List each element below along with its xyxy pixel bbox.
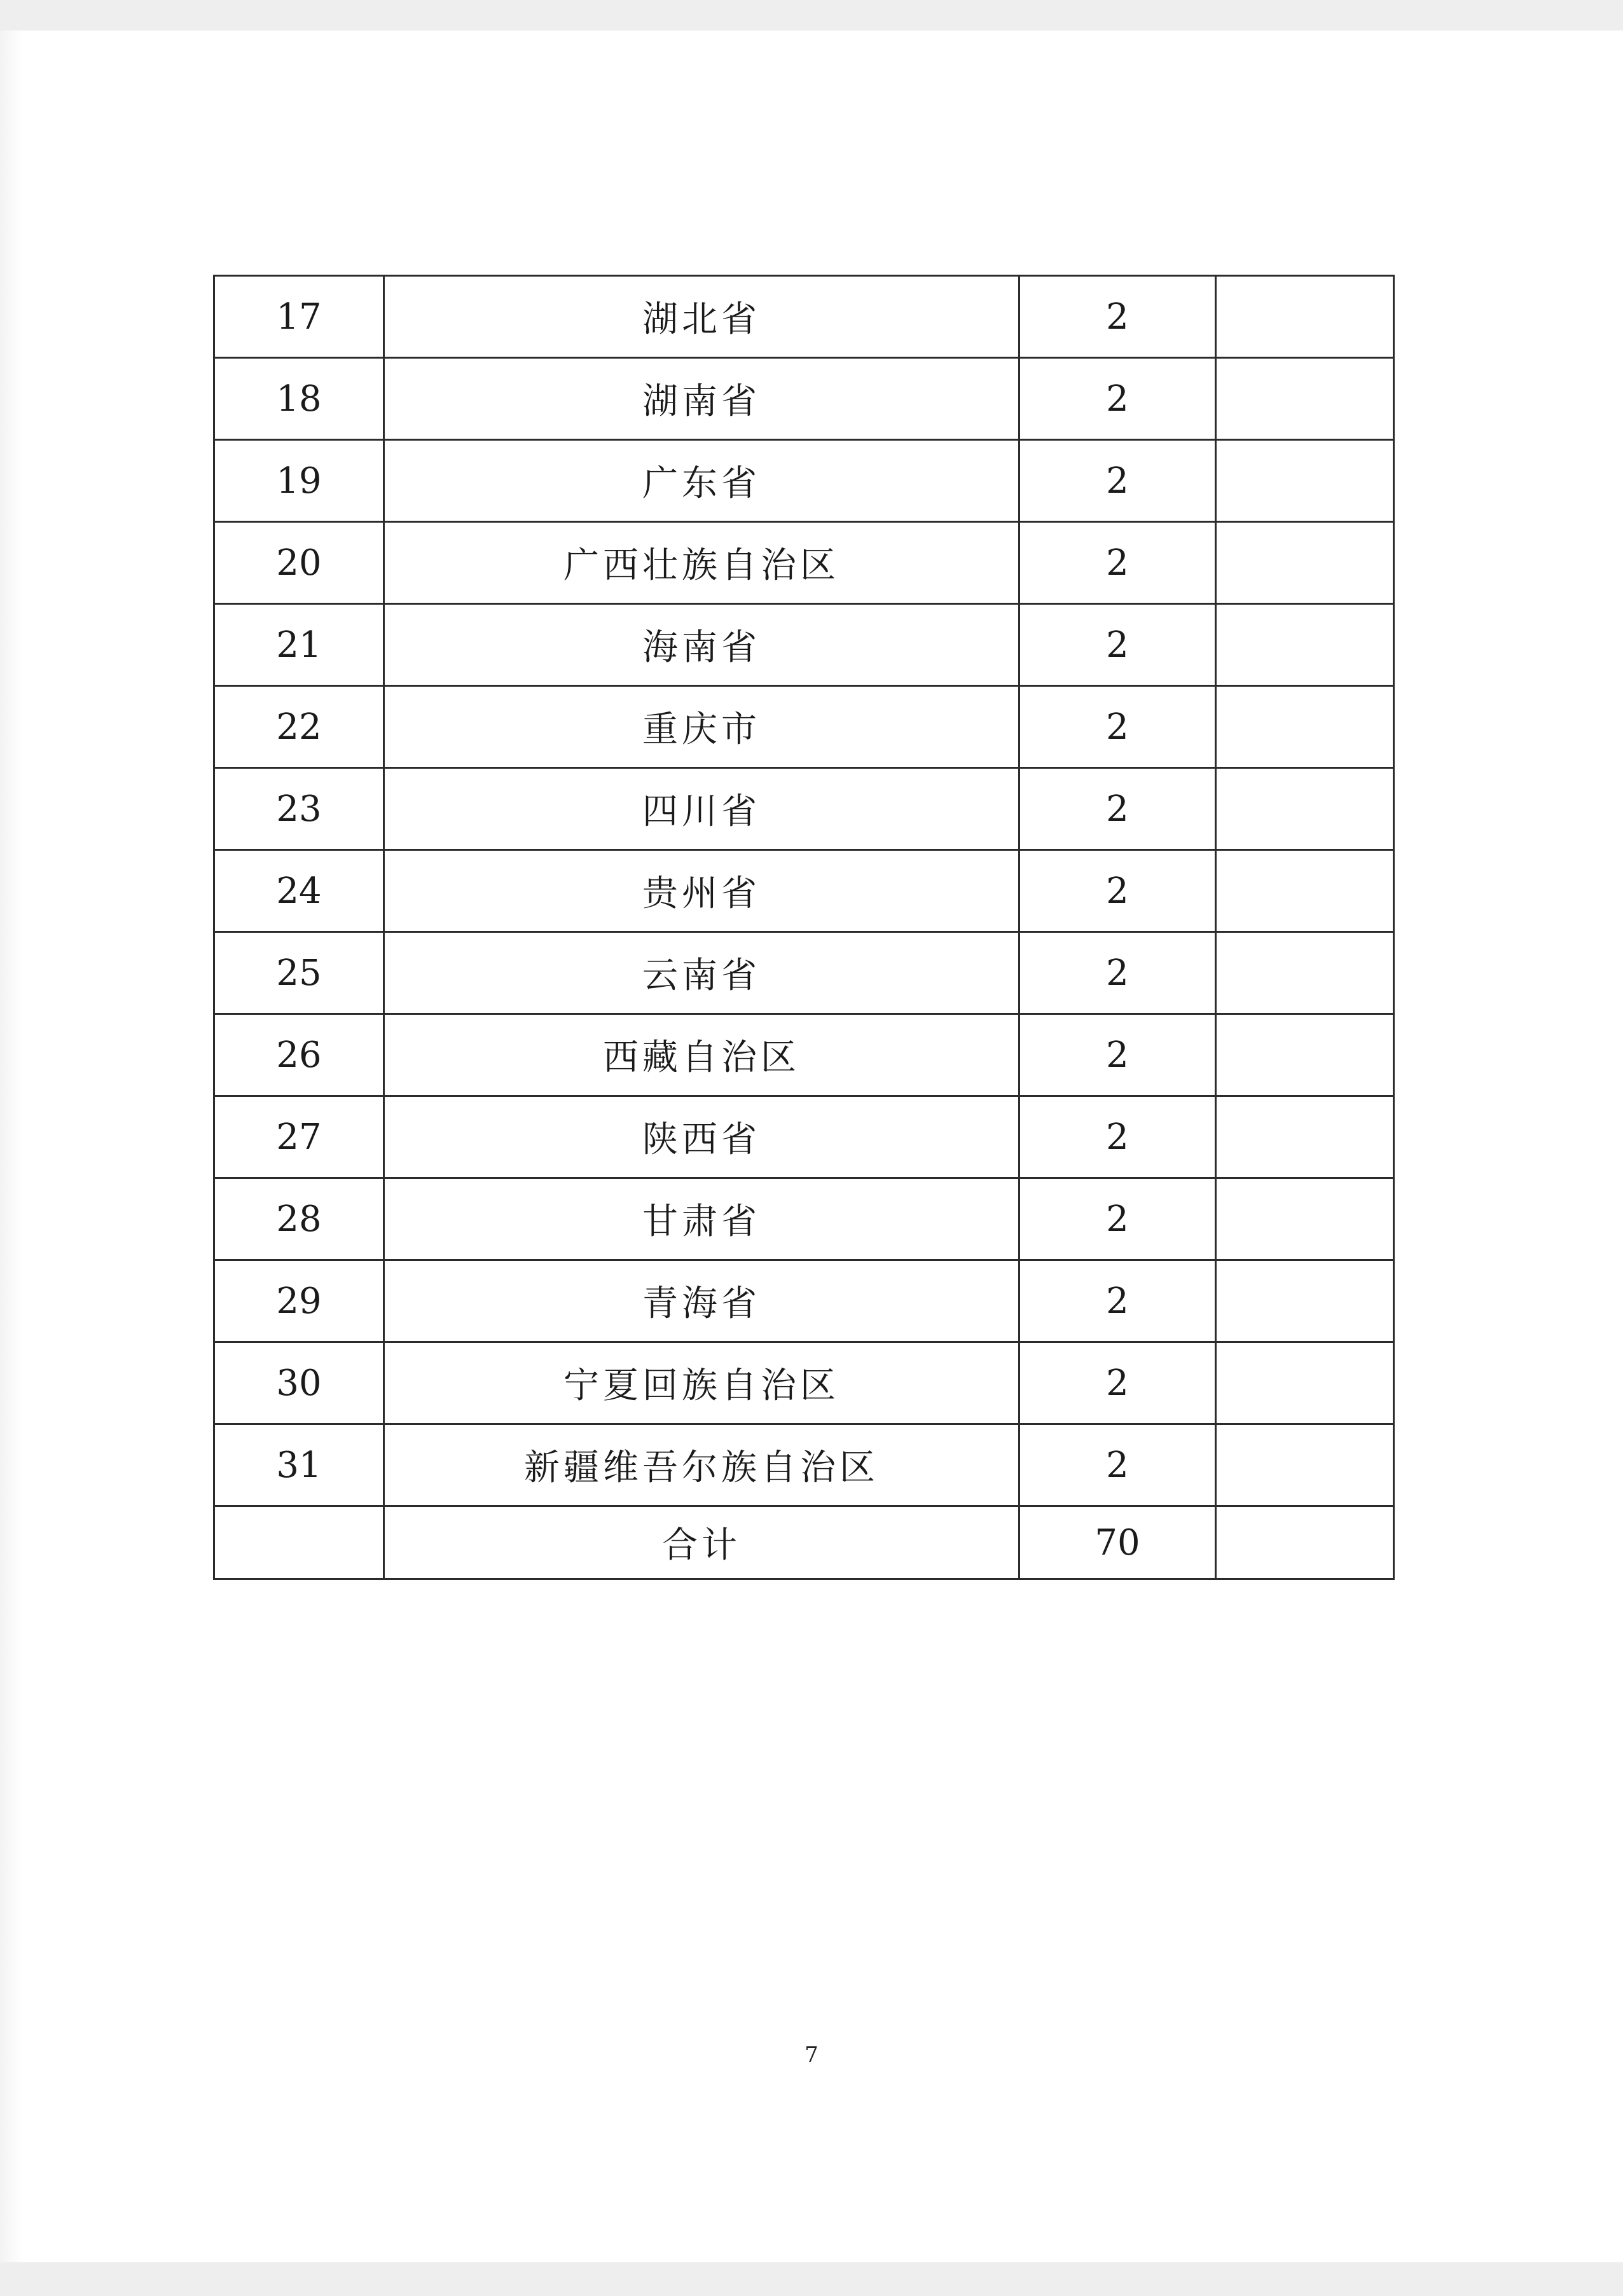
note-cell <box>1216 276 1394 358</box>
scan-edge <box>0 31 23 2262</box>
total-row <box>214 1506 1394 1579</box>
total-count-cell: 70 <box>1019 1506 1216 1579</box>
note-cell <box>1216 1260 1394 1342</box>
table-row <box>214 1096 1394 1178</box>
row-number-cell: 26 <box>214 1014 384 1096</box>
count-cell: 2 <box>1019 1424 1216 1506</box>
count-cell: 2 <box>1019 850 1216 932</box>
table-row <box>214 768 1394 850</box>
region-name-cell: 宁夏回族自治区 <box>384 1342 1019 1424</box>
count-cell: 2 <box>1019 522 1216 604</box>
table-row <box>214 358 1394 440</box>
note-cell <box>1216 440 1394 522</box>
table-row <box>214 1014 1394 1096</box>
count-cell: 2 <box>1019 440 1216 522</box>
note-cell <box>1216 522 1394 604</box>
table-body <box>214 276 1394 1579</box>
row-number-cell: 19 <box>214 440 384 522</box>
count-cell: 2 <box>1019 1014 1216 1096</box>
table-row <box>214 1260 1394 1342</box>
note-cell <box>1216 850 1394 932</box>
region-name-cell: 湖南省 <box>384 358 1019 440</box>
total-note-cell <box>1216 1506 1394 1579</box>
row-number-cell: 23 <box>214 768 384 850</box>
count-cell: 2 <box>1019 1096 1216 1178</box>
table-row <box>214 932 1394 1014</box>
table-row <box>214 686 1394 768</box>
note-cell <box>1216 1342 1394 1424</box>
count-cell: 2 <box>1019 604 1216 686</box>
region-quota-table <box>213 275 1395 1580</box>
note-cell <box>1216 1014 1394 1096</box>
note-cell <box>1216 1096 1394 1178</box>
count-cell: 2 <box>1019 932 1216 1014</box>
row-number-cell: 21 <box>214 604 384 686</box>
total-region-name-cell: 合计 <box>384 1506 1019 1579</box>
region-name-cell: 陕西省 <box>384 1096 1019 1178</box>
region-name-cell: 四川省 <box>384 768 1019 850</box>
region-name-cell: 海南省 <box>384 604 1019 686</box>
row-number-cell: 25 <box>214 932 384 1014</box>
note-cell <box>1216 686 1394 768</box>
table-row <box>214 1342 1394 1424</box>
region-name-cell: 贵州省 <box>384 850 1019 932</box>
row-number-cell: 24 <box>214 850 384 932</box>
row-number-cell: 31 <box>214 1424 384 1506</box>
count-cell: 2 <box>1019 1260 1216 1342</box>
row-number-cell: 22 <box>214 686 384 768</box>
row-number-cell: 17 <box>214 276 384 358</box>
count-cell: 2 <box>1019 1178 1216 1260</box>
region-name-cell: 甘肃省 <box>384 1178 1019 1260</box>
table-row <box>214 522 1394 604</box>
count-cell: 2 <box>1019 276 1216 358</box>
total-row-number-cell <box>214 1506 384 1579</box>
region-name-cell: 广西壮族自治区 <box>384 522 1019 604</box>
note-cell <box>1216 1424 1394 1506</box>
page-number: 7 <box>805 2042 818 2068</box>
row-number-cell: 20 <box>214 522 384 604</box>
note-cell <box>1216 768 1394 850</box>
note-cell <box>1216 1178 1394 1260</box>
region-name-cell: 重庆市 <box>384 686 1019 768</box>
count-cell: 2 <box>1019 358 1216 440</box>
region-name-cell: 湖北省 <box>384 276 1019 358</box>
count-cell: 2 <box>1019 768 1216 850</box>
row-number-cell: 30 <box>214 1342 384 1424</box>
table-row <box>214 1178 1394 1260</box>
count-cell: 2 <box>1019 1342 1216 1424</box>
row-number-cell: 18 <box>214 358 384 440</box>
region-name-cell: 广东省 <box>384 440 1019 522</box>
region-name-cell: 西藏自治区 <box>384 1014 1019 1096</box>
note-cell <box>1216 932 1394 1014</box>
region-name-cell: 云南省 <box>384 932 1019 1014</box>
region-name-cell: 青海省 <box>384 1260 1019 1342</box>
row-number-cell: 29 <box>214 1260 384 1342</box>
table-row <box>214 1424 1394 1506</box>
table-row <box>214 850 1394 932</box>
table-row <box>214 604 1394 686</box>
table-row <box>214 276 1394 358</box>
note-cell <box>1216 604 1394 686</box>
row-number-cell: 28 <box>214 1178 384 1260</box>
note-cell <box>1216 358 1394 440</box>
row-number-cell: 27 <box>214 1096 384 1178</box>
table-row <box>214 440 1394 522</box>
count-cell: 2 <box>1019 686 1216 768</box>
region-name-cell: 新疆维吾尔族自治区 <box>384 1424 1019 1506</box>
